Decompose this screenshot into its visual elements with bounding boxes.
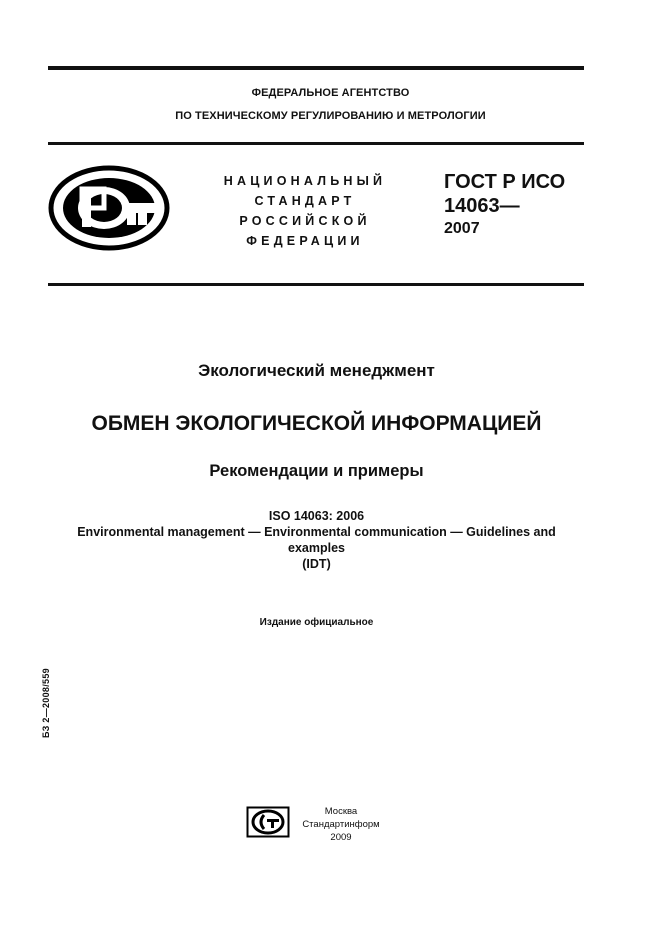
iso-title-line-1: Environmental management — Environmental communication — Guidelines and: [77, 525, 556, 539]
document-subject: Экологический менеджмент: [198, 361, 435, 380]
agency-rule: [48, 142, 584, 145]
publisher-name: Стандартинформ: [302, 819, 380, 830]
iso-idt: (IDT): [302, 557, 331, 571]
national-line-4: ФЕДЕРАЦИИ: [246, 234, 364, 248]
margin-code: БЗ 2—2008/559: [41, 668, 51, 738]
document-title: ОБМЕН ЭКОЛОГИЧЕСКОЙ ИНФОРМАЦИЕЙ: [91, 412, 542, 435]
national-line-1: НАЦИОНАЛЬНЫЙ: [223, 174, 387, 188]
agency-line-2: ПО ТЕХНИЧЕСКОМУ РЕГУЛИРОВАНИЮ И МЕТРОЛОГИИ: [175, 110, 486, 122]
iso-reference-block: [0, 508, 633, 572]
edition-label: Издание официальное: [259, 617, 374, 628]
national-standard-label: [200, 171, 410, 251]
standard-rule: [48, 283, 584, 286]
publisher-year: 2009: [330, 832, 352, 843]
gost-line-2: 14063—: [444, 195, 520, 217]
iso-title-line-2: examples: [288, 541, 345, 555]
gost-line-1: ГОСТ Р ИСО: [444, 171, 566, 193]
standartinform-logo-icon: [246, 806, 290, 838]
gost-designation: [444, 170, 565, 240]
national-line-2: СТАНДАРТ: [254, 194, 356, 208]
gost-year: 2007: [444, 220, 480, 237]
publisher-city: Москва: [324, 806, 358, 817]
iso-ref: ISO 14063: 2006: [268, 509, 365, 523]
national-line-3: РОССИЙСКОЙ: [239, 214, 371, 228]
document-subtitle: Рекомендации и примеры: [209, 462, 424, 480]
agency-line-1: ФЕДЕРАЛЬНОЕ АГЕНТСТВО: [251, 87, 410, 99]
publisher-info: [296, 805, 386, 844]
top-rule: [48, 66, 584, 70]
gost-r-logo-icon: [48, 165, 170, 251]
